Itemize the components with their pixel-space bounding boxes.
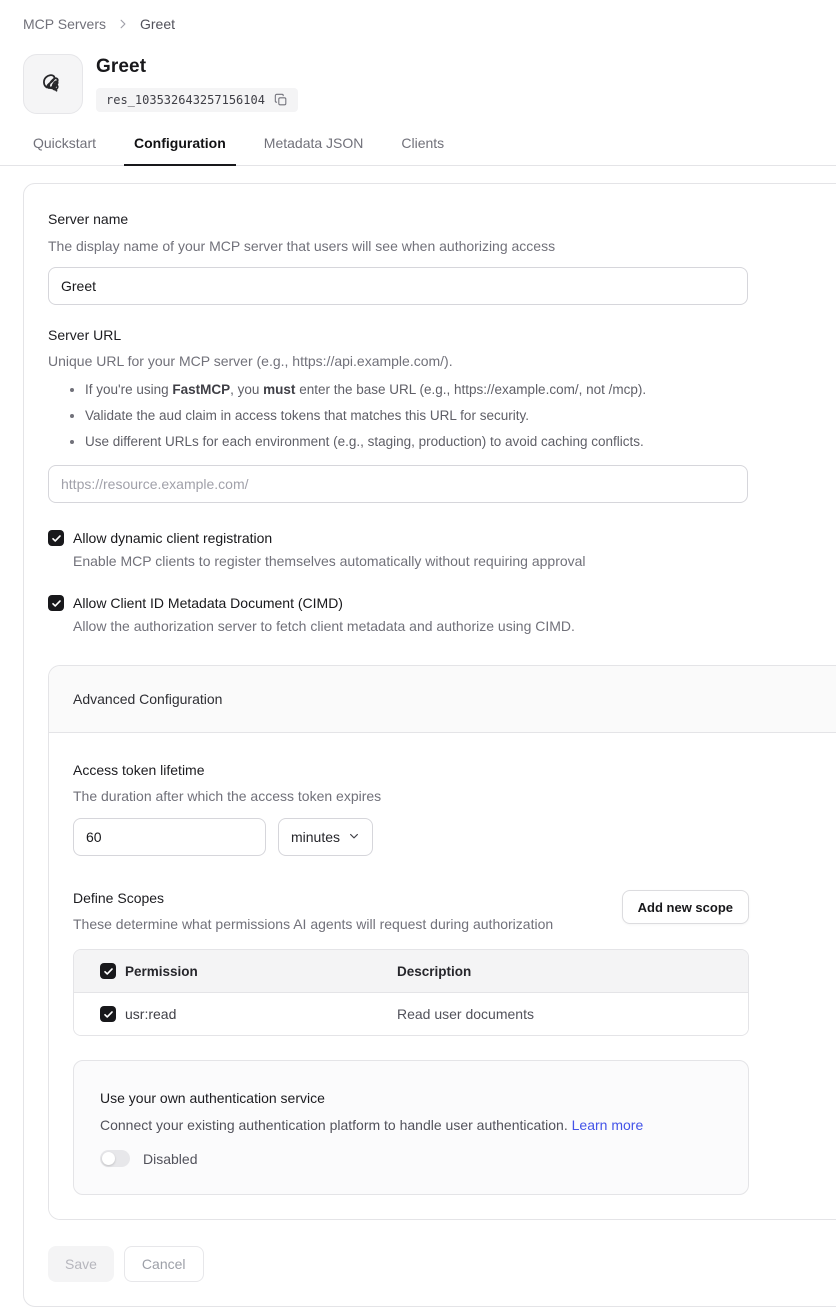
tab-configuration[interactable]: Configuration — [124, 135, 236, 166]
scopes-table-header — [74, 950, 748, 992]
token-lifetime-input[interactable] — [73, 818, 266, 856]
token-lifetime-unit-select[interactable] — [278, 818, 373, 856]
tab-bar — [0, 135, 836, 166]
server-url-description: Unique URL for your MCP server (e.g., https://api.example.com/). — [48, 353, 453, 369]
auth-service-card — [73, 1060, 749, 1195]
checkbox-checked-icon[interactable] — [48, 530, 64, 546]
server-url-hint-2: • Validate the aud claim in access tokens that matches this URL for security. — [85, 406, 748, 426]
description-column-header: Description — [397, 963, 472, 979]
page-title: Greet — [96, 56, 147, 77]
checkbox-checked-icon[interactable] — [48, 595, 64, 611]
chevron-down-icon — [348, 829, 360, 845]
scope-description-value: Read user documents — [397, 1006, 534, 1022]
define-scopes-description: These determine what permissions AI agents will request during authorization — [73, 916, 554, 932]
scribble-icon — [36, 65, 70, 104]
define-scopes-header — [73, 890, 749, 934]
dynamic-registration-label: Allow dynamic client registration — [73, 530, 273, 546]
add-new-scope-button[interactable]: Add new scope — [622, 890, 749, 924]
tab-quickstart[interactable]: Quickstart — [33, 135, 97, 151]
select-all-checkbox[interactable] — [100, 963, 116, 979]
cimd-description: Allow the authorization server to fetch client metadata and authorize using CIMD. — [73, 618, 575, 634]
copy-icon[interactable] — [274, 93, 288, 107]
breadcrumb-mcp-servers[interactable]: MCP Servers — [23, 16, 106, 32]
table-row — [74, 992, 748, 1035]
tab-metadata-json[interactable]: Metadata JSON — [263, 135, 364, 151]
token-lifetime-description: The duration after which the access token expires — [73, 788, 382, 804]
cimd-group — [48, 595, 836, 634]
learn-more-link[interactable]: Learn more — [571, 1117, 644, 1133]
resource-id-badge — [96, 88, 298, 112]
configuration-panel — [23, 183, 836, 1307]
save-button[interactable]: Save — [48, 1246, 114, 1282]
server-url-input[interactable] — [48, 465, 748, 503]
advanced-configuration-card — [48, 665, 836, 1220]
advanced-configuration-body — [49, 733, 836, 1219]
chevron-right-icon — [117, 18, 129, 30]
auth-service-description: Connect your existing authentication platform to handle user authentication. Learn more — [100, 1117, 644, 1133]
server-name-section — [48, 211, 748, 305]
server-name-label: Server name — [48, 211, 129, 227]
token-lifetime-label: Access token lifetime — [73, 762, 205, 778]
dynamic-registration-description: Enable MCP clients to register themselves automatically without requiring approval — [73, 553, 586, 569]
cimd-label: Allow Client ID Metadata Document (CIMD) — [73, 595, 343, 611]
auth-service-toggle-label: Disabled — [143, 1150, 198, 1167]
tab-clients[interactable]: Clients — [401, 135, 445, 151]
server-name-input[interactable] — [48, 267, 748, 305]
toggle-knob — [102, 1152, 115, 1165]
page-header — [23, 54, 836, 114]
advanced-configuration-title: Advanced Configuration — [49, 666, 836, 733]
breadcrumb-current: Greet — [139, 16, 175, 32]
server-url-hint-3: • Use different URLs for each environment (e.g., staging, production) to avoid caching conflicts. — [85, 432, 748, 452]
server-url-label: Server URL — [48, 327, 122, 343]
token-lifetime-section — [73, 762, 836, 856]
scopes-table — [73, 949, 749, 1036]
define-scopes-label: Define Scopes — [73, 890, 165, 906]
auth-service-title: Use your own authentication service — [100, 1090, 325, 1106]
server-name-description: The display name of your MCP server that users will see when authorizing access — [48, 238, 556, 254]
scope-row-checkbox[interactable] — [100, 1006, 116, 1022]
permission-column-header: Permission — [125, 963, 198, 979]
resource-id: res_103532643257156104 — [106, 93, 265, 107]
token-lifetime-unit-value: minutes — [291, 829, 341, 845]
dynamic-registration-group — [48, 530, 836, 569]
server-avatar — [23, 54, 83, 114]
server-url-section — [48, 327, 748, 503]
cimd-checkbox[interactable] — [48, 595, 836, 611]
server-url-hints — [48, 380, 748, 452]
form-actions — [48, 1246, 836, 1282]
auth-service-toggle[interactable] — [100, 1150, 130, 1167]
dynamic-registration-checkbox[interactable] — [48, 530, 836, 546]
scope-permission-value: usr:read — [125, 1006, 177, 1022]
breadcrumb — [0, 0, 836, 32]
server-url-hint-1: • If you're using FastMCP, you must enter the base URL (e.g., https://example.com/, not /mcp). — [85, 380, 748, 400]
cancel-button[interactable]: Cancel — [124, 1246, 204, 1282]
